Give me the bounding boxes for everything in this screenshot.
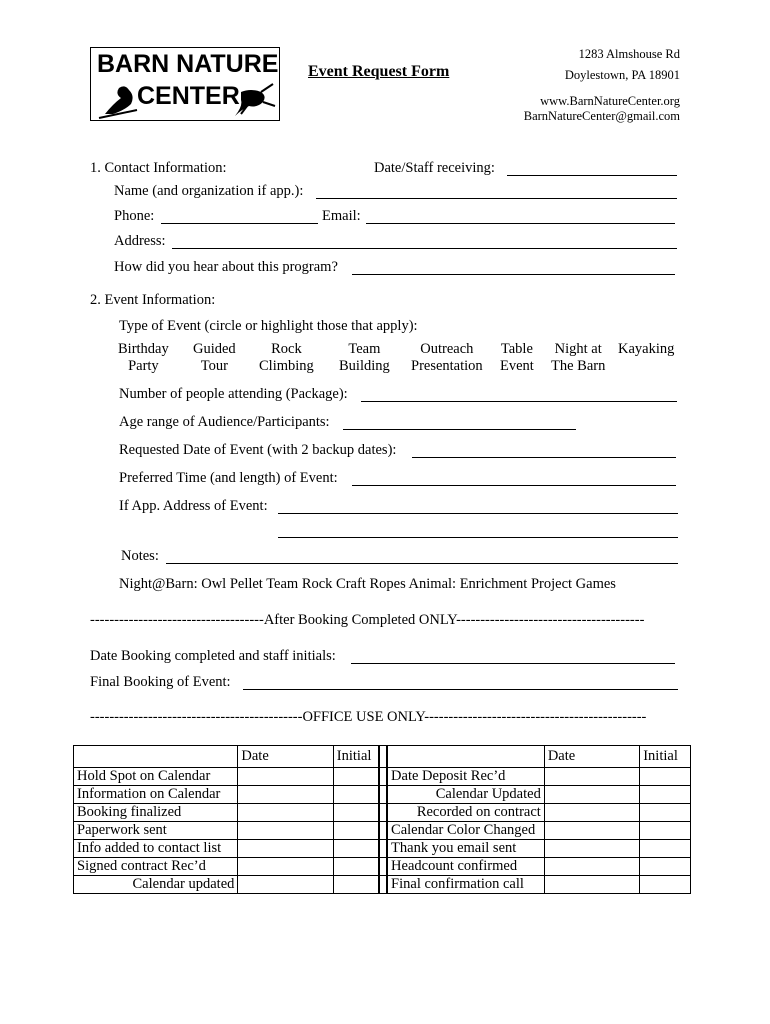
- date-cell[interactable]: [544, 858, 639, 876]
- event-type-rock-climbing[interactable]: Rock Climbing: [259, 341, 314, 374]
- left-item: Paperwork sent: [74, 822, 238, 840]
- date-cell[interactable]: [544, 876, 639, 894]
- requested-date-label: Requested Date of Event (with 2 backup dates):: [119, 442, 397, 458]
- address-field[interactable]: [172, 248, 677, 249]
- initial-cell[interactable]: [640, 786, 691, 804]
- heard-field[interactable]: [352, 274, 675, 275]
- form-title: Event Request Form: [308, 63, 450, 80]
- left-item: Hold Spot on Calendar: [74, 768, 238, 786]
- office-use-separator: --------------------------------------------OFFICE USE ONLY----------------------------------------------: [90, 709, 647, 725]
- table-row: [74, 876, 691, 894]
- date-staff-label: Date/Staff receiving:: [374, 160, 495, 176]
- initial-cell[interactable]: [333, 876, 379, 894]
- event-type-birthday-party[interactable]: Birthday Party: [118, 341, 169, 374]
- notes-field[interactable]: [166, 563, 678, 564]
- event-address-field-2[interactable]: [278, 537, 678, 538]
- left-item: Calendar updated: [74, 876, 238, 894]
- address-city: Doylestown, PA 18901: [564, 68, 680, 82]
- office-date-header-right: Date: [544, 746, 639, 768]
- event-type-night-at-the-barn[interactable]: Night at The Barn: [551, 341, 606, 374]
- name-field[interactable]: [316, 198, 677, 199]
- left-item: Signed contract Rec’d: [74, 858, 238, 876]
- barn-nature-center-logo: [90, 47, 280, 121]
- event-type-table-event[interactable]: Table Event: [500, 341, 534, 374]
- section1-heading: 1. Contact Information:: [90, 160, 227, 176]
- office-divider: [379, 876, 387, 894]
- table-row: [74, 840, 691, 858]
- address-street: 1283 Almshouse Rd: [578, 47, 680, 61]
- initial-cell[interactable]: [333, 804, 379, 822]
- left-item: Info added to contact list: [74, 840, 238, 858]
- date-cell[interactable]: [544, 804, 639, 822]
- date-cell[interactable]: [238, 858, 333, 876]
- phone-field[interactable]: [161, 223, 318, 224]
- event-address-field-1[interactable]: [278, 513, 678, 514]
- initial-cell[interactable]: [333, 768, 379, 786]
- office-header-row: [74, 746, 691, 768]
- initial-cell[interactable]: [640, 768, 691, 786]
- office-date-header-left: Date: [238, 746, 333, 768]
- office-divider: [379, 786, 387, 804]
- left-item: Information on Calendar: [74, 786, 238, 804]
- preferred-time-field[interactable]: [352, 485, 676, 486]
- preferred-time-label: Preferred Time (and length) of Event:: [119, 470, 338, 486]
- right-item: Headcount confirmed: [387, 858, 544, 876]
- website: www.BarnNatureCenter.org: [540, 94, 680, 108]
- contact-email: BarnNatureCenter@gmail.com: [523, 109, 680, 123]
- office-divider: [379, 768, 387, 786]
- phone-label: Phone:: [114, 208, 155, 224]
- night-at-barn-options: Night@Barn: Owl Pellet Team Rock Craft Ropes Animal: Enrichment Project Games: [119, 576, 616, 592]
- logo-line2: CENTER: [137, 82, 240, 110]
- office-divider: [379, 840, 387, 858]
- email-field[interactable]: [366, 223, 675, 224]
- office-use-table: [73, 745, 691, 894]
- office-blank-header-right: [387, 746, 544, 768]
- table-row: [74, 822, 691, 840]
- date-cell[interactable]: [238, 876, 333, 894]
- event-type-kayaking[interactable]: Kayaking: [618, 341, 675, 357]
- initial-cell[interactable]: [333, 840, 379, 858]
- right-item: Recorded on contract: [387, 804, 544, 822]
- office-blank-header-left: [74, 746, 238, 768]
- date-cell[interactable]: [238, 804, 333, 822]
- table-row: [74, 858, 691, 876]
- table-row: [74, 786, 691, 804]
- initial-cell[interactable]: [640, 858, 691, 876]
- right-item: Final confirmation call: [387, 876, 544, 894]
- final-booking-field[interactable]: [243, 689, 678, 690]
- right-item: Thank you email sent: [387, 840, 544, 858]
- date-cell[interactable]: [238, 768, 333, 786]
- name-label: Name (and organization if app.):: [114, 183, 304, 199]
- after-booking-separator: ------------------------------------After Booking Completed ONLY---------------------------------------: [90, 612, 645, 628]
- final-booking-label: Final Booking of Event:: [90, 674, 231, 690]
- initial-cell[interactable]: [640, 822, 691, 840]
- date-completed-label: Date Booking completed and staff initials:: [90, 648, 336, 664]
- age-field[interactable]: [343, 429, 576, 430]
- age-label: Age range of Audience/Participants:: [119, 414, 330, 430]
- table-row: [74, 768, 691, 786]
- email-label: Email:: [322, 208, 361, 224]
- initial-cell[interactable]: [333, 786, 379, 804]
- office-divider: [379, 858, 387, 876]
- date-staff-field[interactable]: [507, 175, 677, 176]
- address-label: Address:: [114, 233, 166, 249]
- right-item: Date Deposit Rec’d: [387, 768, 544, 786]
- date-completed-field[interactable]: [351, 663, 675, 664]
- event-type-guided-tour[interactable]: Guided Tour: [193, 341, 236, 374]
- date-cell[interactable]: [544, 768, 639, 786]
- office-initial-header-right: Initial: [640, 746, 691, 768]
- type-prompt: Type of Event (circle or highlight those that apply):: [119, 318, 418, 334]
- office-divider: [379, 822, 387, 840]
- initial-cell[interactable]: [333, 858, 379, 876]
- date-cell[interactable]: [544, 840, 639, 858]
- logo-line1: BARN NATURE: [97, 50, 279, 78]
- initial-cell[interactable]: [640, 840, 691, 858]
- people-label: Number of people attending (Package):: [119, 386, 348, 402]
- right-item: Calendar Color Changed: [387, 822, 544, 840]
- event-type-team-building[interactable]: Team Building: [339, 341, 390, 374]
- office-divider: [379, 804, 387, 822]
- date-cell[interactable]: [238, 786, 333, 804]
- heard-label: How did you hear about this program?: [114, 259, 338, 275]
- section2-heading: 2. Event Information:: [90, 292, 216, 308]
- initial-cell[interactable]: [333, 822, 379, 840]
- date-cell[interactable]: [544, 786, 639, 804]
- office-initial-header-left: Initial: [333, 746, 379, 768]
- date-cell[interactable]: [238, 840, 333, 858]
- event-type-outreach-presentation[interactable]: Outreach Presentation: [411, 341, 483, 374]
- right-item: Calendar Updated: [387, 786, 544, 804]
- event-address-label: If App. Address of Event:: [119, 498, 268, 514]
- office-divider: [379, 746, 387, 768]
- people-field[interactable]: [361, 401, 677, 402]
- requested-date-field[interactable]: [412, 457, 676, 458]
- notes-label: Notes:: [121, 548, 159, 564]
- date-cell[interactable]: [544, 822, 639, 840]
- table-row: [74, 804, 691, 822]
- initial-cell[interactable]: [640, 804, 691, 822]
- initial-cell[interactable]: [640, 876, 691, 894]
- left-item: Booking finalized: [74, 804, 238, 822]
- date-cell[interactable]: [238, 822, 333, 840]
